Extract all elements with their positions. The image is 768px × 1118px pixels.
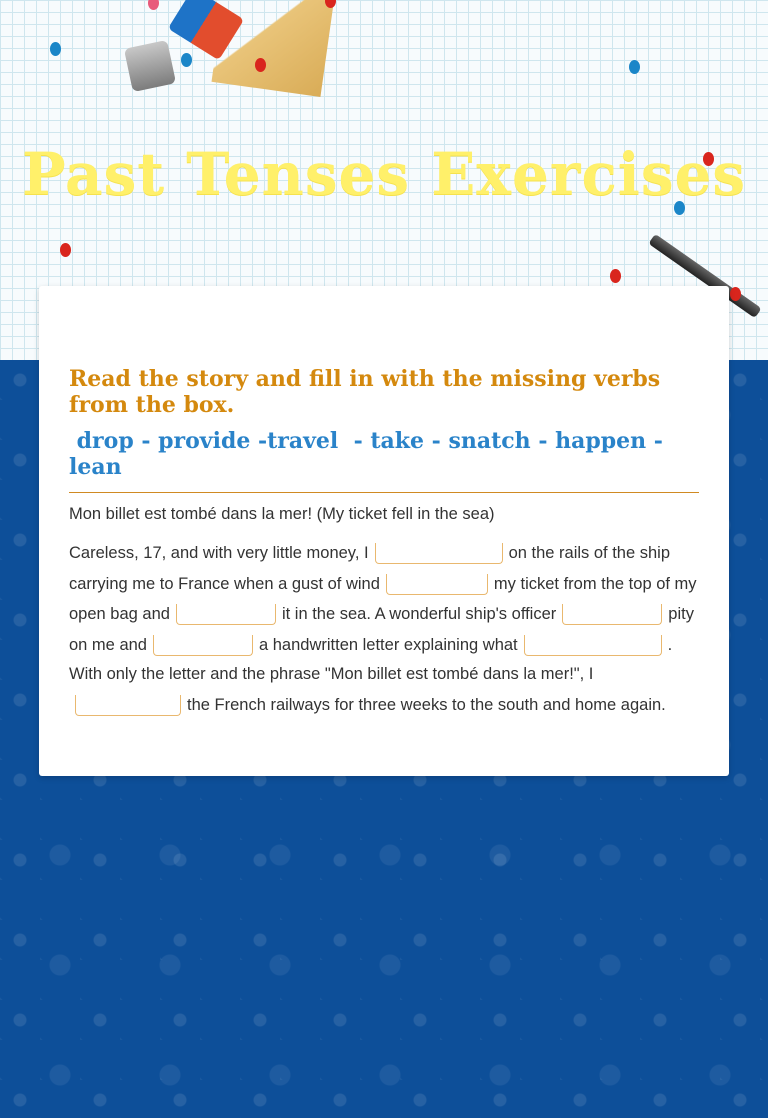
answer-blank-6[interactable] xyxy=(524,635,662,656)
story-segment: it in the sea. A wonderful ship's officer xyxy=(281,605,557,624)
answer-blank-3[interactable] xyxy=(176,604,276,625)
decor-dot xyxy=(60,243,71,257)
exercise-card xyxy=(39,286,729,776)
answer-blank-4[interactable] xyxy=(562,604,662,625)
decor-dot xyxy=(610,269,621,283)
story-segment: Careless, 17, and with very little money, I xyxy=(69,544,369,562)
decor-dot xyxy=(629,60,640,74)
decor-dot xyxy=(50,42,61,56)
decor-dot xyxy=(181,53,192,67)
story-segment: pity on me and xyxy=(69,605,694,655)
answer-blank-5[interactable] xyxy=(153,635,253,656)
sharpener-illustration xyxy=(124,40,176,92)
word-box: drop - provide -travel - take - snatch - happen - lean xyxy=(69,428,671,480)
instruction-text: Read the story and fill in with the missing verbs from the box. xyxy=(69,366,661,418)
story-segment: a handwritten letter explaining what xyxy=(258,636,518,655)
page-title: Past Tenses Exercises xyxy=(21,140,747,208)
answer-blank-7[interactable] xyxy=(75,695,181,716)
story-segment: . With only the letter and the phrase "Mon billet est tombé dans la mer!", I xyxy=(69,636,673,683)
answer-blank-2[interactable] xyxy=(386,574,488,595)
divider xyxy=(69,492,699,493)
story-title: Mon billet est tombé dans la mer! (My ticket fell in the sea) xyxy=(69,505,495,523)
decor-dot xyxy=(730,287,741,301)
story-segment: on the rails of the ship carrying me to France when a gust of wind xyxy=(69,544,671,593)
answer-blank-1[interactable] xyxy=(375,543,503,564)
decor-dot xyxy=(255,58,266,72)
story-segment: my ticket from the top of my open bag and xyxy=(69,574,697,624)
story-text xyxy=(69,537,699,719)
story-segment: the French railways for three weeks to the south and home again. xyxy=(187,695,666,714)
